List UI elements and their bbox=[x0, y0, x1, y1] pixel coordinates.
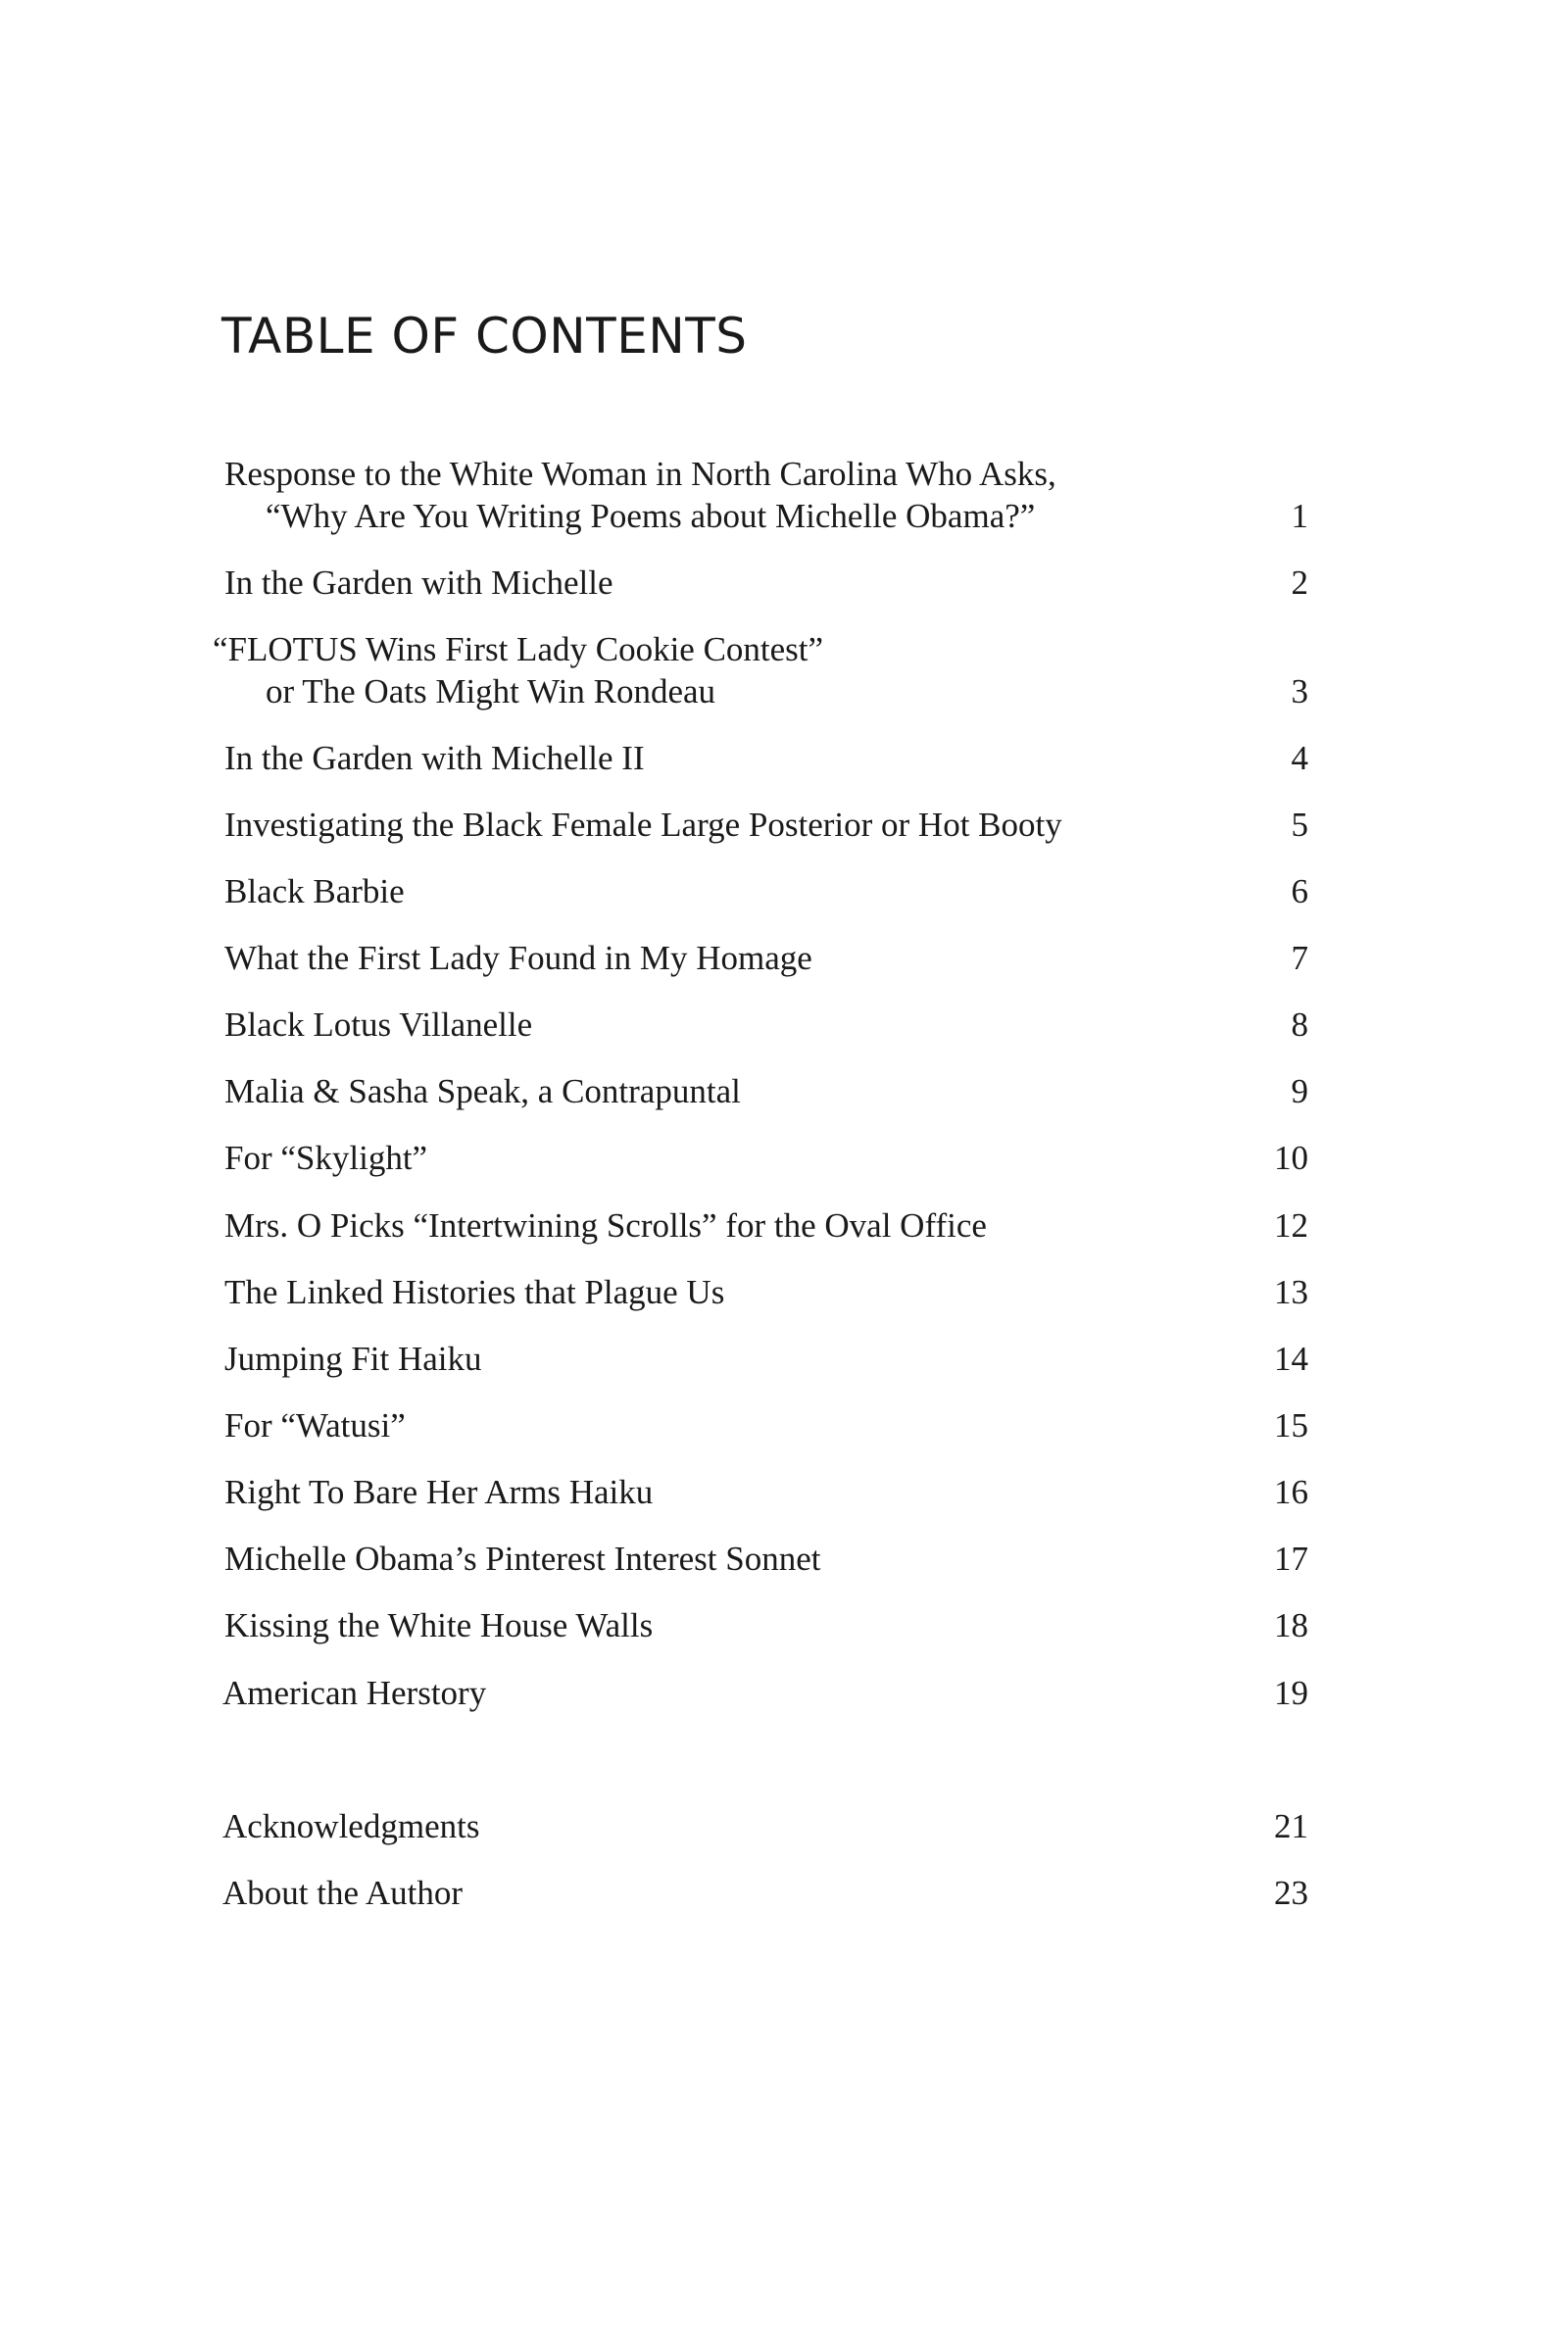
toc-entry-page-number: 13 bbox=[1274, 1273, 1308, 1311]
toc-entry-page-number: 2 bbox=[1291, 564, 1308, 602]
toc-entry-page-number: 15 bbox=[1274, 1406, 1308, 1445]
toc-entry-title: American Herstory bbox=[222, 1674, 487, 1712]
toc-entry-page-number: 14 bbox=[1274, 1340, 1308, 1378]
toc-entry-title: In the Garden with Michelle II bbox=[224, 739, 645, 777]
toc-entry-title: Michelle Obama’s Pinterest Interest Sonnet bbox=[224, 1540, 821, 1578]
toc-entry-page-number: 6 bbox=[1291, 872, 1308, 910]
toc-entry-title: Mrs. O Picks “Intertwining Scrolls” for the Oval Office bbox=[224, 1206, 987, 1245]
toc-entry-title: For “Skylight” bbox=[224, 1139, 428, 1177]
toc-entry-title: Investigating the Black Female Large Posterior or Hot Booty bbox=[224, 806, 1062, 844]
toc-entry-page-number: 9 bbox=[1291, 1072, 1308, 1110]
page-title: TABLE OF CONTENTS bbox=[221, 308, 748, 365]
toc-entry-page-number: 10 bbox=[1274, 1139, 1308, 1177]
toc-entry-page-number: 23 bbox=[1274, 1874, 1308, 1912]
toc-entry-title: Right To Bare Her Arms Haiku bbox=[224, 1473, 654, 1511]
toc-entry-title: The Linked Histories that Plague Us bbox=[224, 1273, 725, 1311]
toc-entry-page-number: 12 bbox=[1274, 1206, 1308, 1245]
toc-entry-page-number: 16 bbox=[1274, 1473, 1308, 1511]
toc-entry-title: Malia & Sasha Speak, a Contrapuntal bbox=[224, 1072, 741, 1110]
toc-entry-title: What the First Lady Found in My Homage bbox=[224, 939, 812, 977]
toc-entry-title: Kissing the White House Walls bbox=[224, 1606, 654, 1644]
toc-entry-title-continued: “Why Are You Writing Poems about Michelle Obama?” bbox=[266, 497, 1036, 535]
toc-entry-title: Response to the White Woman in North Carolina Who Asks, bbox=[224, 455, 1056, 493]
toc-entry-page-number: 18 bbox=[1274, 1606, 1308, 1644]
toc-entry-page-number: 8 bbox=[1291, 1005, 1308, 1044]
toc-entry-title: Jumping Fit Haiku bbox=[224, 1340, 482, 1378]
toc-entry-page-number: 21 bbox=[1274, 1807, 1308, 1845]
toc-entry-title: Black Barbie bbox=[224, 872, 405, 910]
toc-entry-title: Acknowledgments bbox=[222, 1807, 480, 1845]
toc-entry-page-number: 19 bbox=[1274, 1674, 1308, 1712]
toc-entry-title: “FLOTUS Wins First Lady Cookie Contest” bbox=[213, 630, 824, 668]
toc-entry-page-number: 4 bbox=[1291, 739, 1308, 777]
toc-entry-title: In the Garden with Michelle bbox=[224, 564, 613, 602]
toc-entry-page-number: 7 bbox=[1291, 939, 1308, 977]
toc-entry-title: Black Lotus Villanelle bbox=[224, 1005, 533, 1044]
toc-entry-page-number: 1 bbox=[1291, 497, 1308, 535]
toc-entry-title: About the Author bbox=[222, 1874, 463, 1912]
toc-entry-page-number: 3 bbox=[1291, 672, 1308, 710]
toc-entry-title: For “Watusi” bbox=[224, 1406, 406, 1445]
toc-entry-title-continued: or The Oats Might Win Rondeau bbox=[266, 672, 716, 710]
toc-entry-page-number: 5 bbox=[1291, 806, 1308, 844]
toc-entry-page-number: 17 bbox=[1274, 1540, 1308, 1578]
